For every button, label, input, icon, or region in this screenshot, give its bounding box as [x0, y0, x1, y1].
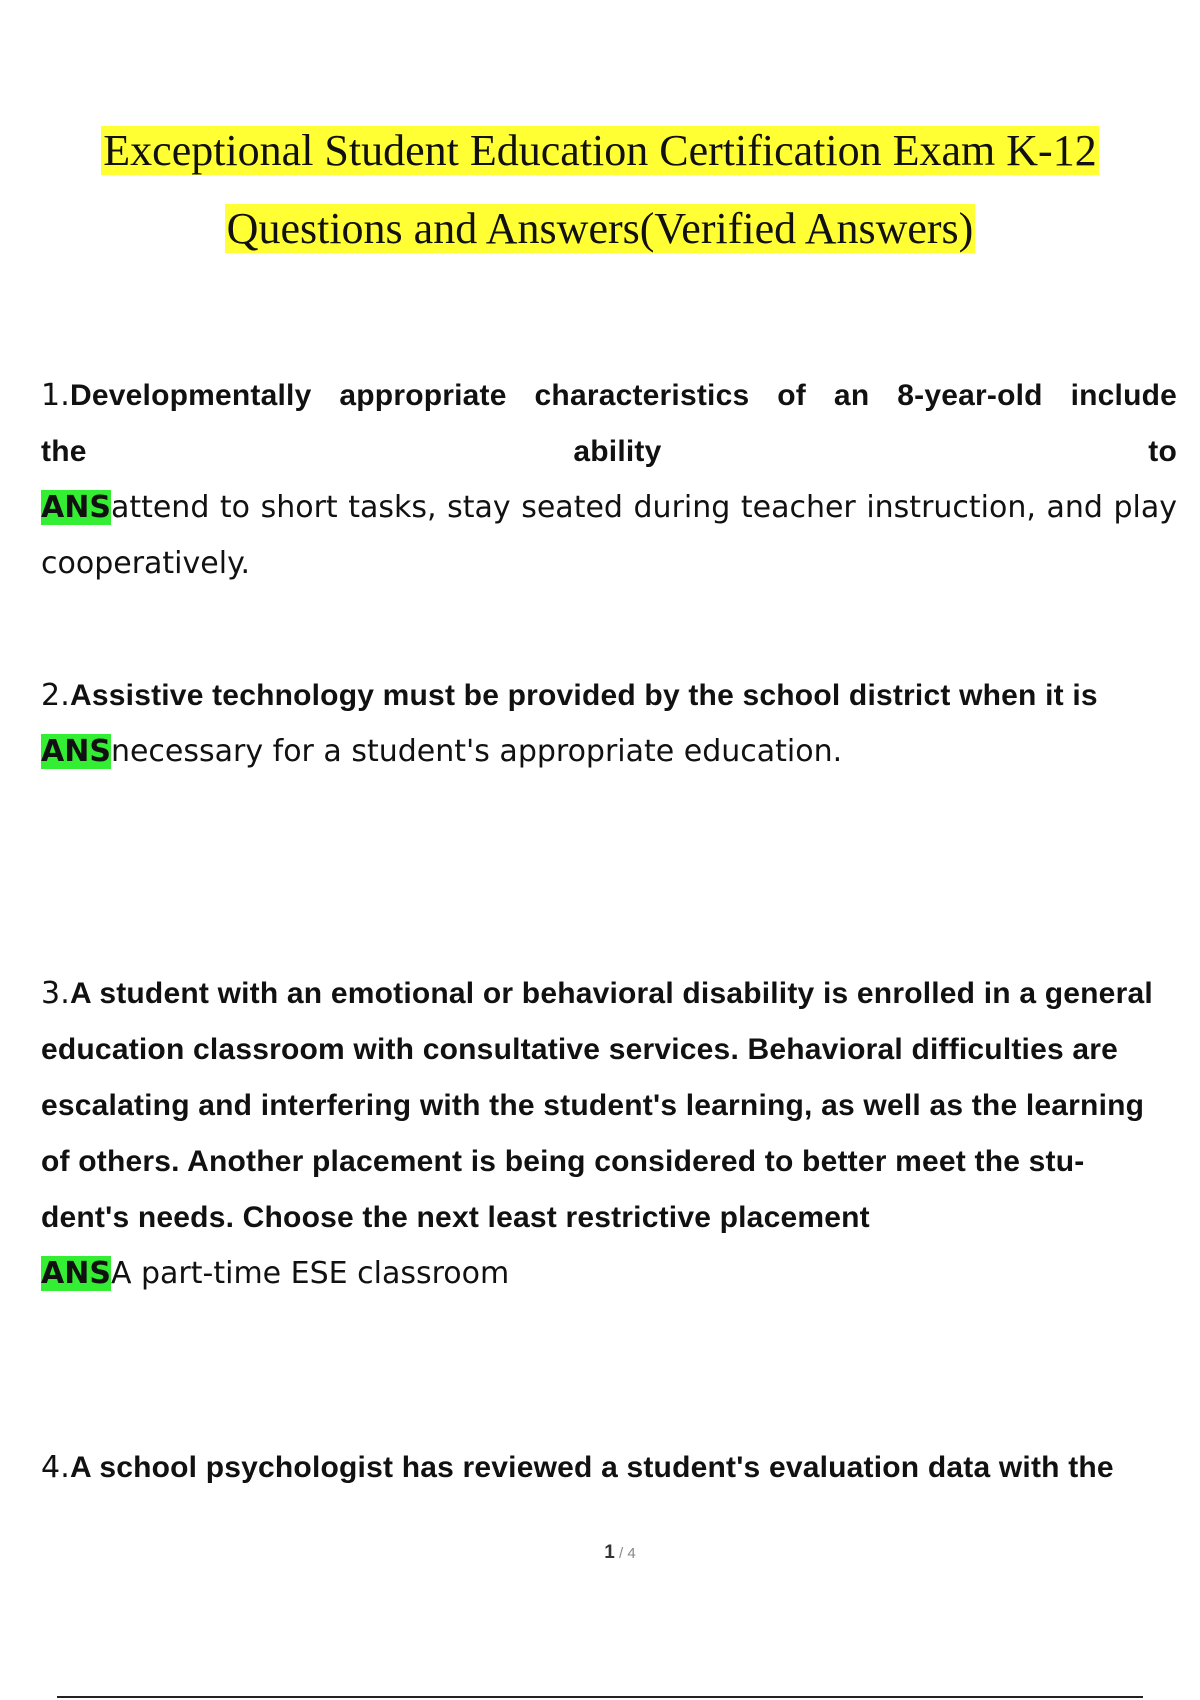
question-1-text-line-1: Developmentally appropriate characteristics of an 8-year-old include [70, 379, 1177, 412]
ans-label: ANS [41, 490, 111, 525]
title-line-2-text: Questions and Answers(Verified Answers) [226, 204, 974, 253]
answer-3 [41, 1246, 1177, 1302]
question-3-text-block [41, 966, 1177, 1246]
answer-1-text: attend to short tasks, stay seated during teacher instruction, and play cooperatively. [41, 490, 1177, 581]
title-line-1 [0, 112, 1200, 190]
question-2 [41, 668, 1177, 780]
question-2-text-block [41, 668, 1177, 724]
question-1-line-1 [41, 368, 1177, 424]
ans-label: ANS [41, 734, 111, 769]
question-4-text-block [41, 1440, 1177, 1496]
page-total: / 4 [614, 1545, 636, 1562]
question-3-number: 3. [41, 976, 71, 1011]
question-3 [41, 966, 1177, 1302]
question-4-text: A school psychologist has reviewed a student's evaluation data with the [70, 1451, 1114, 1484]
answer-1 [41, 480, 1177, 592]
question-2-number: 2. [41, 678, 71, 713]
question-1-number: 1. [41, 378, 71, 413]
question-2-text: Assistive technology must be provided by the school district when it is [70, 679, 1098, 712]
question-1-text-line-2: the ability to [41, 435, 1177, 468]
page-number [0, 1542, 1200, 1564]
question-3-text: A student with an emotional or behavioral disability is enrolled in a general education classroom with consultative services. Behavioral difficulties are escalating and interfering with the student's learning, as well as the learning of others. Another placement is being considered to better meet the stu- dent's needs. Choose the next least restrictive placement [41, 977, 1153, 1234]
title-line-1-text: Exceptional Student Education Certification Exam K-12 [103, 126, 1097, 175]
question-4 [41, 1440, 1177, 1496]
answer-2-text: necessary for a student's appropriate education. [110, 734, 843, 769]
question-4-number: 4. [41, 1450, 71, 1485]
answer-2 [41, 724, 1177, 780]
title-line-2 [0, 190, 1200, 268]
ans-label: ANS [41, 1256, 111, 1291]
question-1 [41, 368, 1177, 592]
bottom-divider [57, 1696, 1143, 1698]
page-current: 1 [604, 1542, 615, 1563]
document-title [0, 112, 1200, 268]
answer-3-text: A part-time ESE classroom [110, 1256, 510, 1291]
